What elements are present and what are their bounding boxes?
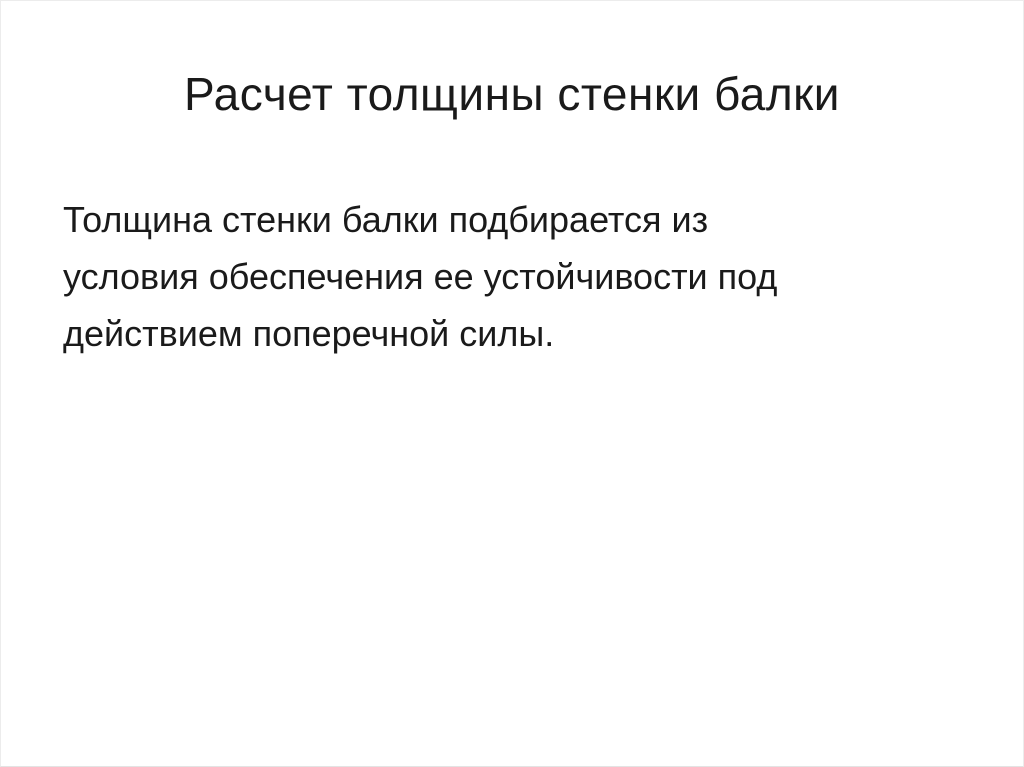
slide-body [63, 191, 943, 362]
body-text-line-3: действием поперечной силы. [63, 313, 555, 354]
slide-title: Расчет толщины стенки балки [183, 68, 841, 120]
body-text-line-2: условия обеспечения ее устойчивости под [63, 256, 778, 297]
body-text-line-1: Толщина стенки балки подбирается из [63, 199, 709, 240]
